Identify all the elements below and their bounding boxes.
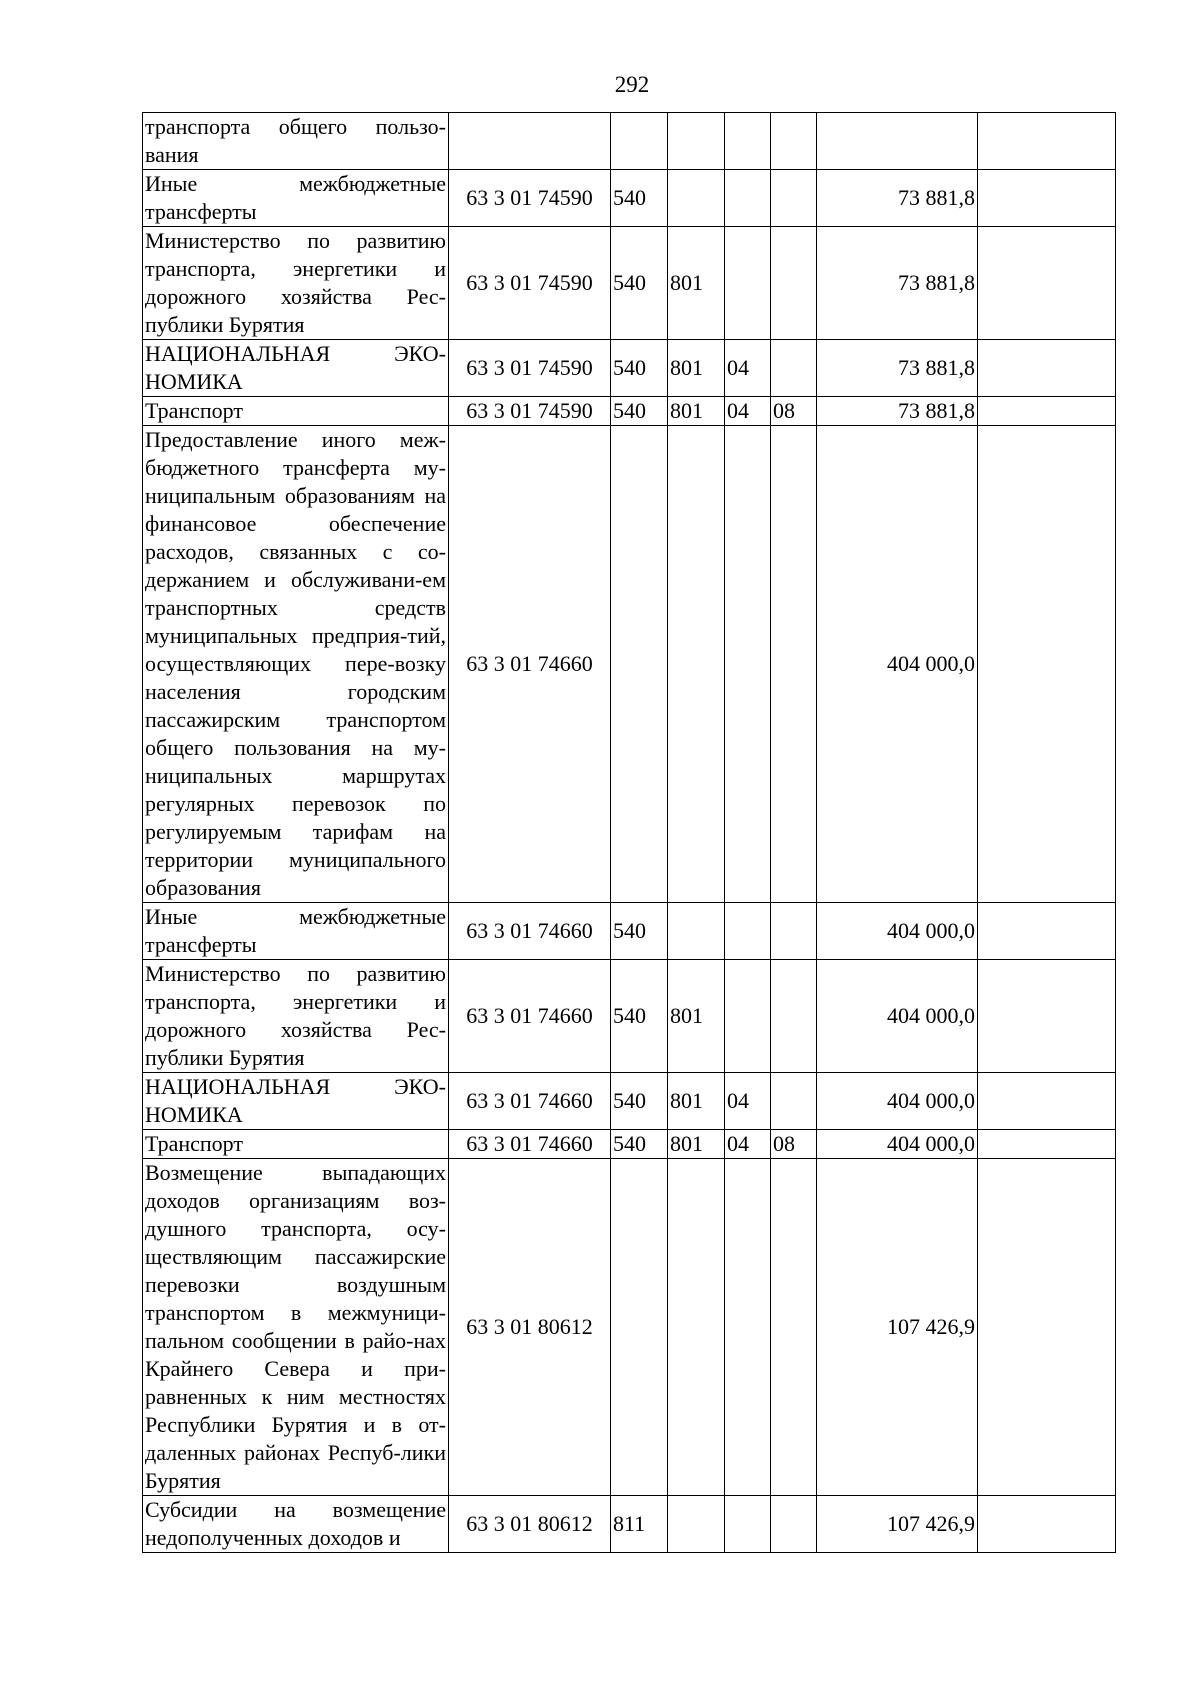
empty-cell	[978, 227, 1116, 340]
subsection-code	[771, 1496, 817, 1553]
ministry-code: 801	[668, 397, 725, 426]
amount-cell: 107 426,9	[817, 1496, 978, 1553]
target-article-code: 63 3 01 74660	[449, 960, 611, 1073]
expense-type-code	[611, 426, 668, 903]
table-row	[143, 903, 1116, 960]
row-description: Транспорт	[143, 1130, 449, 1159]
empty-cell	[978, 170, 1116, 227]
amount-cell: 73 881,8	[817, 170, 978, 227]
empty-cell	[978, 1130, 1116, 1159]
expense-type-code: 540	[611, 170, 668, 227]
ministry-code: 801	[668, 1130, 725, 1159]
target-article-code: 63 3 01 80612	[449, 1496, 611, 1553]
row-description: Иные межбюджетные трансферты	[143, 903, 449, 960]
table-row	[143, 426, 1116, 903]
section-code	[725, 113, 771, 170]
expense-type-code: 540	[611, 340, 668, 397]
target-article-code: 63 3 01 74590	[449, 397, 611, 426]
page-number: 292	[614, 72, 650, 97]
row-description: Возмещение выпадающих доходов организациям воз-душного транспорта, осу-ществляющим пассажирские перевозки воздушным транспортом в межмуници-пальном сообщении в райо-нах Крайнего Севера и при-равненных к ним местностях Республики Бурятия и в от-даленных районах Респуб-лики Бурятия	[143, 1159, 449, 1496]
expense-type-code: 811	[611, 1496, 668, 1553]
row-description: Министерство по развитию транспорта, энергетики и дорожного хозяйства Рес-публики Бурятия	[143, 227, 449, 340]
section-code: 04	[725, 1073, 771, 1130]
ministry-code: 801	[668, 340, 725, 397]
ministry-code: 801	[668, 960, 725, 1073]
section-code: 04	[725, 340, 771, 397]
subsection-code: 08	[771, 397, 817, 426]
table-body	[143, 113, 1116, 1553]
amount-cell	[817, 113, 978, 170]
target-article-code: 63 3 01 74660	[449, 903, 611, 960]
expense-type-code	[611, 113, 668, 170]
empty-cell	[978, 426, 1116, 903]
ministry-code	[668, 1496, 725, 1553]
target-article-code: 63 3 01 74590	[449, 227, 611, 340]
subsection-code	[771, 1159, 817, 1496]
expense-type-code: 540	[611, 960, 668, 1073]
amount-cell: 404 000,0	[817, 1073, 978, 1130]
subsection-code	[771, 113, 817, 170]
row-description: НАЦИОНАЛЬНАЯ ЭКО-НОМИКА	[143, 1073, 449, 1130]
empty-cell	[978, 960, 1116, 1073]
row-description: транспорта общего пользо-вания	[143, 113, 449, 170]
empty-cell	[978, 1159, 1116, 1496]
row-description: НАЦИОНАЛЬНАЯ ЭКО-НОМИКА	[143, 340, 449, 397]
subsection-code	[771, 1073, 817, 1130]
empty-cell	[978, 903, 1116, 960]
ministry-code	[668, 426, 725, 903]
section-code	[725, 426, 771, 903]
table-row	[143, 1496, 1116, 1553]
ministry-code	[668, 170, 725, 227]
target-article-code: 63 3 01 74660	[449, 1073, 611, 1130]
subsection-code	[771, 903, 817, 960]
subsection-code	[771, 426, 817, 903]
table-row	[143, 1073, 1116, 1130]
target-article-code: 63 3 01 74590	[449, 340, 611, 397]
amount-cell: 404 000,0	[817, 960, 978, 1073]
section-code	[725, 227, 771, 340]
expense-type-code: 540	[611, 397, 668, 426]
table-row	[143, 170, 1116, 227]
subsection-code: 08	[771, 1130, 817, 1159]
empty-cell	[978, 397, 1116, 426]
section-code	[725, 1159, 771, 1496]
empty-cell	[978, 1073, 1116, 1130]
ministry-code	[668, 1159, 725, 1496]
expense-type-code: 540	[611, 1073, 668, 1130]
target-article-code: 63 3 01 74660	[449, 1130, 611, 1159]
row-description: Предоставление иного меж-бюджетного трансферта му-ниципальным образованиям на финансовое обеспечение расходов, связанных с со-держанием и обслуживани-ем транспортных средств муниципальных предприя-тий, осуществляющих пере-возку населения городским пассажирским транспортом общего пользования на му-ниципальных маршрутах регулярных перевозок по регулируемым тарифам на территории муниципального образования	[143, 426, 449, 903]
amount-cell: 73 881,8	[817, 340, 978, 397]
ministry-code: 801	[668, 227, 725, 340]
empty-cell	[978, 113, 1116, 170]
row-description: Субсидии на возмещение недополученных доходов и	[143, 1496, 449, 1553]
amount-cell: 404 000,0	[817, 1130, 978, 1159]
section-code	[725, 960, 771, 1073]
section-code: 04	[725, 397, 771, 426]
expense-type-code	[611, 1159, 668, 1496]
row-description: Министерство по развитию транспорта, энергетики и дорожного хозяйства Рес-публики Бурятия	[143, 960, 449, 1073]
section-code	[725, 170, 771, 227]
row-description: Иные межбюджетные трансферты	[143, 170, 449, 227]
section-code	[725, 903, 771, 960]
table-row	[143, 397, 1116, 426]
empty-cell	[978, 340, 1116, 397]
target-article-code: 63 3 01 74660	[449, 426, 611, 903]
ministry-code	[668, 113, 725, 170]
subsection-code	[771, 170, 817, 227]
table-row	[143, 340, 1116, 397]
table-row	[143, 1159, 1116, 1496]
table-row	[143, 1130, 1116, 1159]
row-description: Транспорт	[143, 397, 449, 426]
amount-cell: 107 426,9	[817, 1159, 978, 1496]
subsection-code	[771, 227, 817, 340]
amount-cell: 404 000,0	[817, 426, 978, 903]
budget-table	[142, 112, 1116, 1553]
expense-type-code: 540	[611, 903, 668, 960]
expense-type-code: 540	[611, 227, 668, 340]
target-article-code	[449, 113, 611, 170]
table-row	[143, 113, 1116, 170]
empty-cell	[978, 1496, 1116, 1553]
ministry-code: 801	[668, 1073, 725, 1130]
section-code	[725, 1496, 771, 1553]
target-article-code: 63 3 01 80612	[449, 1159, 611, 1496]
subsection-code	[771, 340, 817, 397]
expense-type-code: 540	[611, 1130, 668, 1159]
amount-cell: 73 881,8	[817, 227, 978, 340]
ministry-code	[668, 903, 725, 960]
table-row	[143, 227, 1116, 340]
table-row	[143, 960, 1116, 1073]
amount-cell: 404 000,0	[817, 903, 978, 960]
section-code: 04	[725, 1130, 771, 1159]
target-article-code: 63 3 01 74590	[449, 170, 611, 227]
amount-cell: 73 881,8	[817, 397, 978, 426]
subsection-code	[771, 960, 817, 1073]
